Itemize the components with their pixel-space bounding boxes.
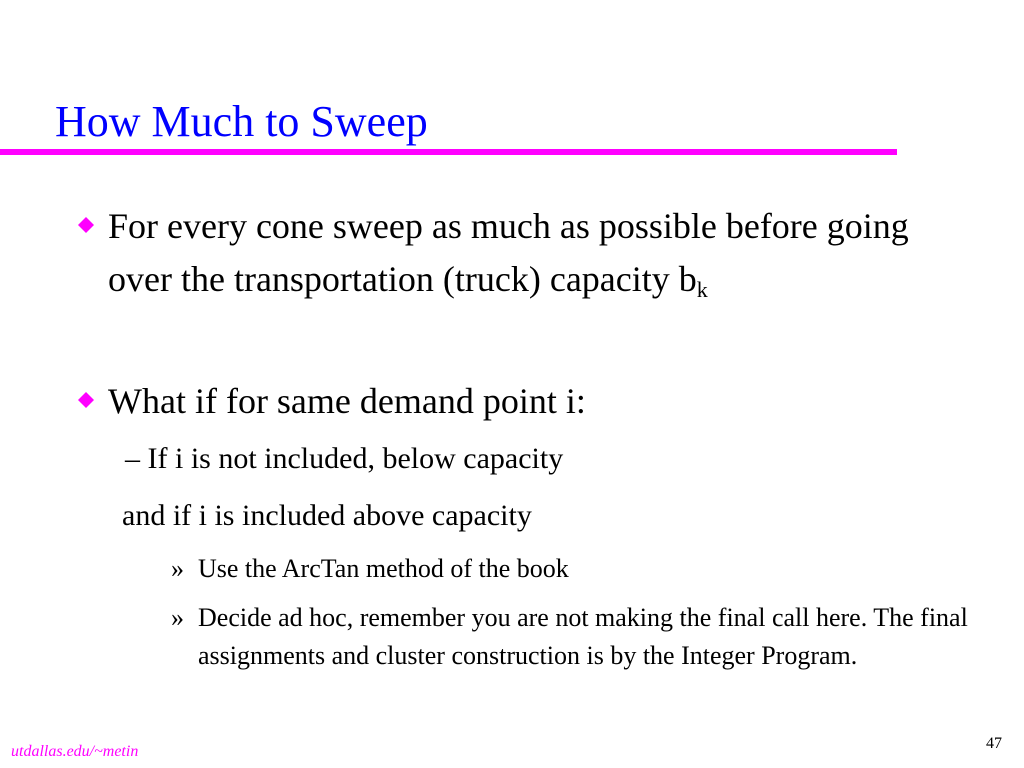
sub-item-2-text: and if i is included above capacity [122, 499, 532, 532]
bullet-1-subscript: k [696, 277, 708, 302]
title-underline [0, 149, 897, 155]
subsub-item-1 [171, 550, 988, 588]
subsub-item-2 [171, 599, 988, 675]
bullet-1-text: For every cone sweep as much as possible before going over the transportation (truck) capacity b [108, 206, 909, 299]
footer-site-label: utdallas.edu/~metin [11, 743, 139, 760]
subsub-item-1-text: Use the ArcTan method of the book [198, 554, 569, 583]
sub-item-2 [122, 498, 532, 534]
subsub-marker: » [171, 554, 184, 583]
diamond-bullet-icon [78, 392, 94, 408]
slide-title: How Much to Sweep [55, 97, 428, 146]
sub-item-dash: – [125, 442, 140, 475]
bullet-item-2 [108, 375, 968, 428]
subsub-item-2-text: Decide ad hoc, remember you are not making the final call here. The final assignments and cluster construction is by the Integer Program. [198, 603, 968, 670]
page-number: 47 [986, 735, 1002, 752]
bullet-item-1 [108, 200, 968, 306]
subsub-marker: » [171, 603, 184, 632]
sub-item-1-text: If i is not included, below capacity [147, 442, 564, 475]
sub-item-1 [125, 441, 563, 477]
bullet-2-text: What if for same demand point i: [108, 381, 586, 421]
diamond-bullet-icon [78, 217, 94, 233]
